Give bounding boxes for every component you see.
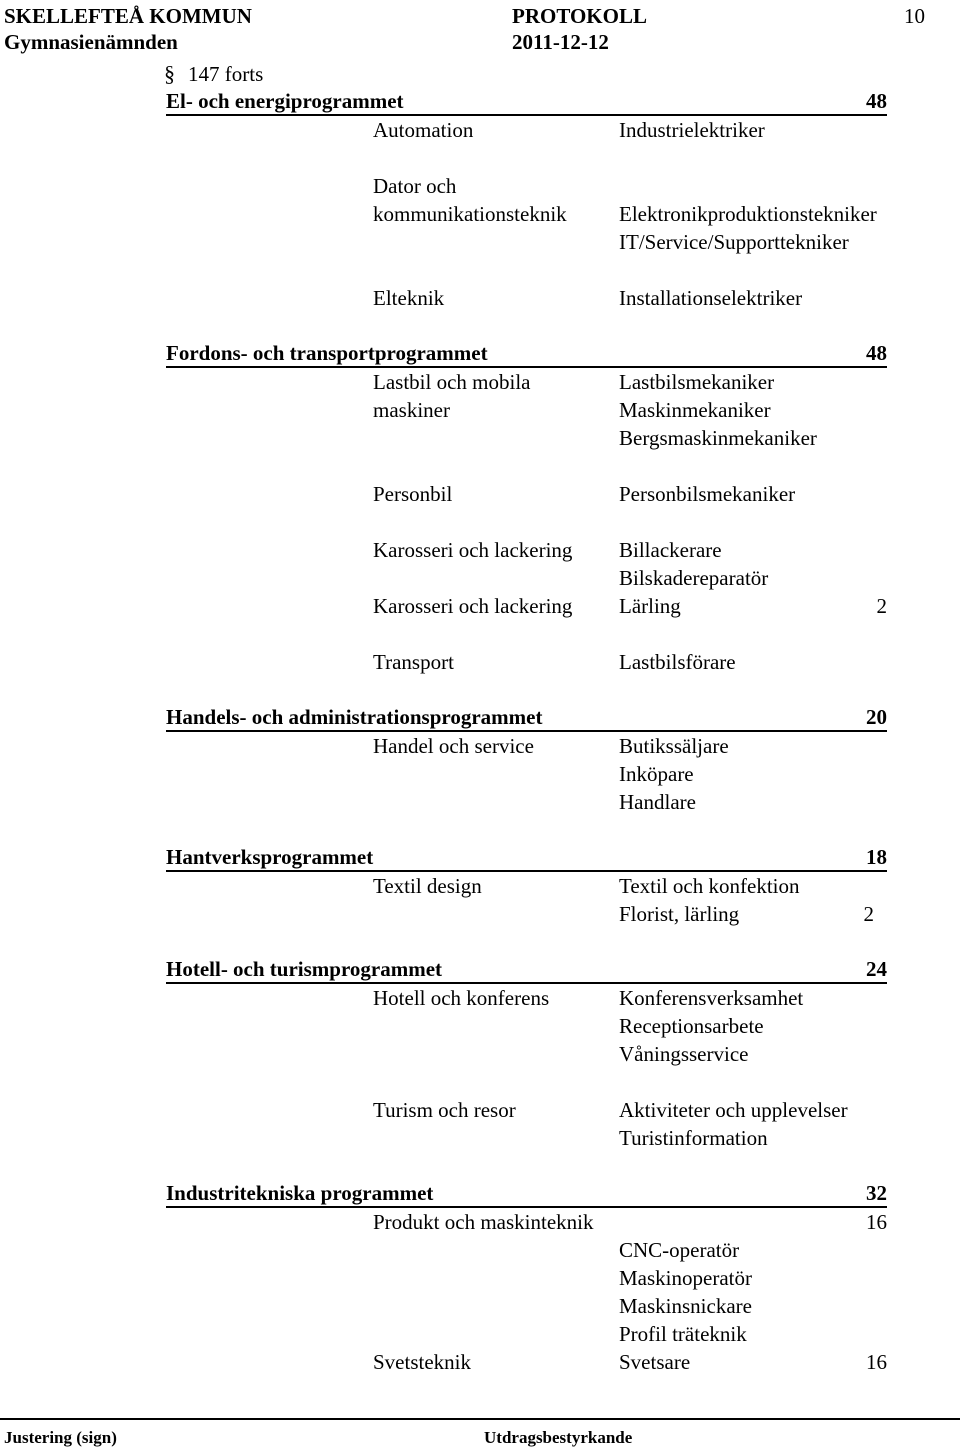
program-row (0, 1096, 960, 1124)
program-title-row (166, 956, 887, 984)
page-header (0, 0, 960, 58)
program-count: 24 (866, 957, 887, 981)
profession-name: Butikssäljare (619, 734, 729, 758)
profession-name: Turistinformation (619, 1126, 768, 1150)
orientation-name: kommunikationsteknik (373, 202, 567, 226)
program-name: Industritekniska programmet (166, 1181, 434, 1205)
program-row (0, 928, 960, 956)
orientation-name: Automation (373, 118, 474, 142)
footer-justering: Justering (sign) (4, 1428, 117, 1447)
program-row (0, 788, 960, 816)
doc-type: PROTOKOLL (512, 4, 647, 28)
profession-name: Personbilsmekaniker (619, 482, 796, 506)
profession-name: Svetsare (619, 1350, 691, 1374)
place-count: 2 (863, 902, 874, 926)
page-number: 10 (904, 4, 925, 28)
program-name: Hantverksprogrammet (166, 845, 374, 869)
program-count: 32 (866, 1181, 887, 1205)
program-row (0, 144, 960, 172)
program-row (0, 172, 960, 200)
profession-name: Lastbilsförare (619, 650, 736, 674)
program-row (0, 676, 960, 704)
profession-name: Lärling (619, 594, 681, 618)
program-row (0, 620, 960, 648)
profession-name: Aktiviteter och upplevelser (619, 1098, 848, 1122)
program-row (0, 480, 960, 508)
orientation-name: Personbil (373, 482, 453, 506)
profession-name: Installationselektriker (619, 286, 803, 310)
program-row (0, 424, 960, 452)
profession-name: Bergsmaskinmekaniker (619, 426, 817, 450)
program-row (0, 536, 960, 564)
paragraph-sign: § (164, 61, 175, 86)
document-body (0, 60, 960, 1376)
profession-name: Industrielektriker (619, 118, 765, 142)
program-heading (0, 956, 960, 984)
program-row (0, 1348, 960, 1376)
profession-name: Konferensverksamhet (619, 986, 804, 1010)
profession-name: Lastbilsmekaniker (619, 370, 775, 394)
place-count: 16 (866, 1210, 887, 1234)
profession-name: Handlare (619, 790, 696, 814)
profession-name: Profil träteknik (619, 1322, 747, 1346)
program-row (0, 508, 960, 536)
program-count: 18 (866, 845, 887, 869)
program-heading (0, 88, 960, 116)
program-row (0, 564, 960, 592)
program-row (0, 368, 960, 396)
program-title-row (166, 340, 887, 368)
orientation-name: Lastbil och mobila (373, 370, 531, 394)
program-row (0, 1320, 960, 1348)
program-row (0, 452, 960, 480)
program-heading (0, 844, 960, 872)
profession-name: Elektronikproduktionstekniker (619, 202, 877, 226)
board-name: Gymnasienämnden (4, 30, 178, 54)
orientation-name: Karosseri och lackering (373, 538, 573, 562)
orientation-name: Hotell och konferens (373, 986, 550, 1010)
profession-name: IT/Service/Supporttekniker (619, 230, 849, 254)
orientation-name: Produkt och maskinteknik (373, 1210, 594, 1234)
page-footer (0, 1418, 960, 1453)
program-row (0, 200, 960, 228)
program-row (0, 1012, 960, 1040)
program-heading (0, 340, 960, 368)
orientation-name: Transport (373, 650, 454, 674)
profession-name: Maskinoperatör (619, 1266, 752, 1290)
program-row (0, 732, 960, 760)
profession-name: Billackerare (619, 538, 722, 562)
orientation-name: Elteknik (373, 286, 445, 310)
program-row (0, 1264, 960, 1292)
profession-name: Receptionsarbete (619, 1014, 764, 1038)
program-heading (0, 704, 960, 732)
program-row (0, 648, 960, 676)
profession-name: Bilskadereparatör (619, 566, 769, 590)
program-name: Hotell- och turismprogrammet (166, 957, 443, 981)
program-title-row (166, 88, 887, 116)
profession-name: Inköpare (619, 762, 694, 786)
place-count: 16 (866, 1350, 887, 1374)
program-heading (0, 1180, 960, 1208)
program-name: Handels- och administrationsprogrammet (166, 705, 543, 729)
footer-utdrag: Utdragsbestyrkande (484, 1428, 633, 1447)
program-row (0, 872, 960, 900)
profession-name: Maskinsnickare (619, 1294, 752, 1318)
orientation-name: Dator och (373, 174, 457, 198)
program-row (0, 984, 960, 1012)
program-row (0, 312, 960, 340)
program-row (0, 1236, 960, 1264)
program-row (0, 1040, 960, 1068)
program-title-row (166, 1180, 887, 1208)
orientation-name: maskiner (373, 398, 450, 422)
profession-name: Florist, lärling (619, 902, 740, 926)
program-row (0, 228, 960, 256)
program-row (0, 1152, 960, 1180)
program-row (0, 816, 960, 844)
program-row (0, 1208, 960, 1236)
org-name: SKELLEFTEÅ KOMMUN (4, 4, 252, 28)
place-count: 2 (876, 594, 887, 618)
program-row (0, 1292, 960, 1320)
program-row (0, 760, 960, 788)
profession-name: CNC-operatör (619, 1238, 740, 1262)
program-row (0, 256, 960, 284)
profession-name: Våningsservice (619, 1042, 749, 1066)
section-label: 147 forts (188, 62, 264, 86)
program-title-row (166, 704, 887, 732)
program-title-row (166, 844, 887, 872)
section-heading (0, 60, 960, 88)
orientation-name: Svetsteknik (373, 1350, 471, 1374)
profession-name: Maskinmekaniker (619, 398, 771, 422)
orientation-name: Textil design (373, 874, 482, 898)
profession-name: Textil och konfektion (619, 874, 800, 898)
orientation-name: Turism och resor (373, 1098, 516, 1122)
program-row (0, 284, 960, 312)
meeting-date: 2011-12-12 (512, 30, 609, 54)
program-name: Fordons- och transportprogrammet (166, 341, 488, 365)
program-row (0, 592, 960, 620)
program-row (0, 116, 960, 144)
orientation-name: Karosseri och lackering (373, 594, 573, 618)
program-row (0, 396, 960, 424)
orientation-name: Handel och service (373, 734, 534, 758)
program-row (0, 1068, 960, 1096)
program-count: 20 (866, 705, 887, 729)
program-row (0, 1124, 960, 1152)
program-name: El- och energiprogrammet (166, 89, 404, 113)
program-row (0, 900, 960, 928)
program-count: 48 (866, 89, 887, 113)
program-count: 48 (866, 341, 887, 365)
